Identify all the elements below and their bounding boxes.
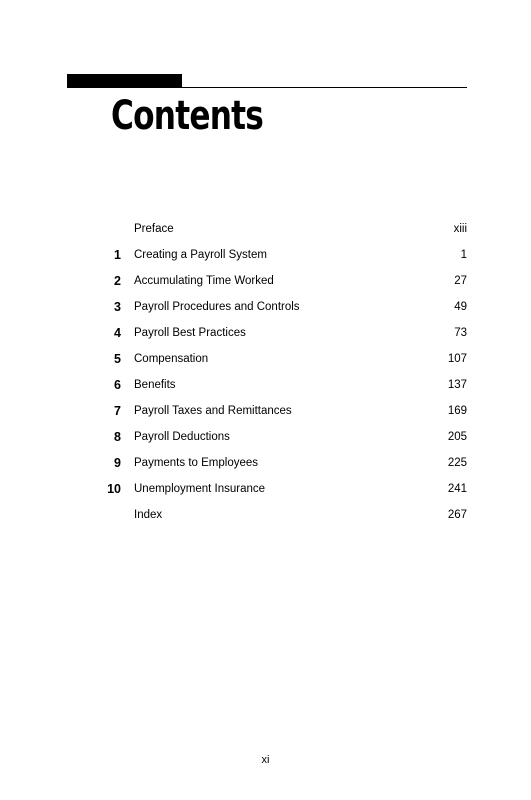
toc-entry-chapter-6[interactable] bbox=[100, 372, 467, 398]
chapter-title: Payroll Procedures and Controls bbox=[134, 301, 300, 313]
chapter-title: Index bbox=[134, 509, 163, 521]
chapter-title: Payroll Deductions bbox=[134, 431, 230, 443]
chapter-title: Payroll Taxes and Remittances bbox=[134, 405, 292, 417]
chapter-title: Creating a Payroll System bbox=[134, 249, 267, 261]
page-number: 267 bbox=[447, 509, 467, 521]
page-number: 73 bbox=[454, 327, 467, 339]
toc-entry-index[interactable] bbox=[100, 502, 467, 528]
page-number: 137 bbox=[447, 379, 467, 391]
chapter-title: Compensation bbox=[134, 353, 209, 365]
page-number: xiii bbox=[453, 223, 467, 235]
chapter-number: 5 bbox=[114, 352, 121, 366]
chapter-number: 9 bbox=[114, 456, 121, 470]
toc-entry-chapter-1[interactable] bbox=[100, 242, 467, 268]
chapter-number: 1 bbox=[114, 248, 121, 262]
page-number: 241 bbox=[447, 483, 467, 495]
toc-entry-chapter-9[interactable] bbox=[100, 450, 467, 476]
page-number: 107 bbox=[447, 353, 467, 365]
chapter-number: 6 bbox=[114, 378, 121, 392]
toc-entry-chapter-7[interactable] bbox=[100, 398, 467, 424]
chapter-number: 8 bbox=[114, 430, 121, 444]
chapter-title: Preface bbox=[134, 223, 174, 235]
toc-entry-preface[interactable] bbox=[100, 216, 467, 242]
toc-entry-chapter-4[interactable] bbox=[100, 320, 467, 346]
chapter-title: Payments to Employees bbox=[134, 457, 259, 469]
chapter-number: 10 bbox=[107, 482, 121, 496]
chapter-number: 3 bbox=[114, 300, 121, 314]
chapter-number: 4 bbox=[114, 326, 121, 340]
chapter-number: 7 bbox=[114, 404, 121, 418]
chapter-title: Benefits bbox=[134, 379, 176, 391]
chapter-number: 2 bbox=[114, 274, 121, 288]
table-of-contents bbox=[100, 216, 467, 528]
toc-entry-chapter-2[interactable] bbox=[100, 268, 467, 294]
toc-entry-chapter-8[interactable] bbox=[100, 424, 467, 450]
page-number: 169 bbox=[447, 405, 467, 417]
chapter-title: Unemployment Insurance bbox=[134, 483, 266, 495]
page-title: Contents bbox=[111, 93, 264, 139]
page-number: 205 bbox=[447, 431, 467, 443]
page-number: 49 bbox=[454, 301, 467, 313]
page-number: 225 bbox=[447, 457, 467, 469]
page-number: 1 bbox=[460, 249, 467, 261]
toc-entry-chapter-5[interactable] bbox=[100, 346, 467, 372]
chapter-title: Accumulating Time Worked bbox=[134, 275, 274, 287]
toc-entry-chapter-10[interactable] bbox=[100, 476, 467, 502]
toc-entry-chapter-3[interactable] bbox=[100, 294, 467, 320]
page-number: 27 bbox=[454, 275, 467, 287]
page-folio: xi bbox=[261, 754, 270, 766]
chapter-title: Payroll Best Practices bbox=[134, 327, 246, 339]
header-rule-block bbox=[67, 74, 182, 88]
